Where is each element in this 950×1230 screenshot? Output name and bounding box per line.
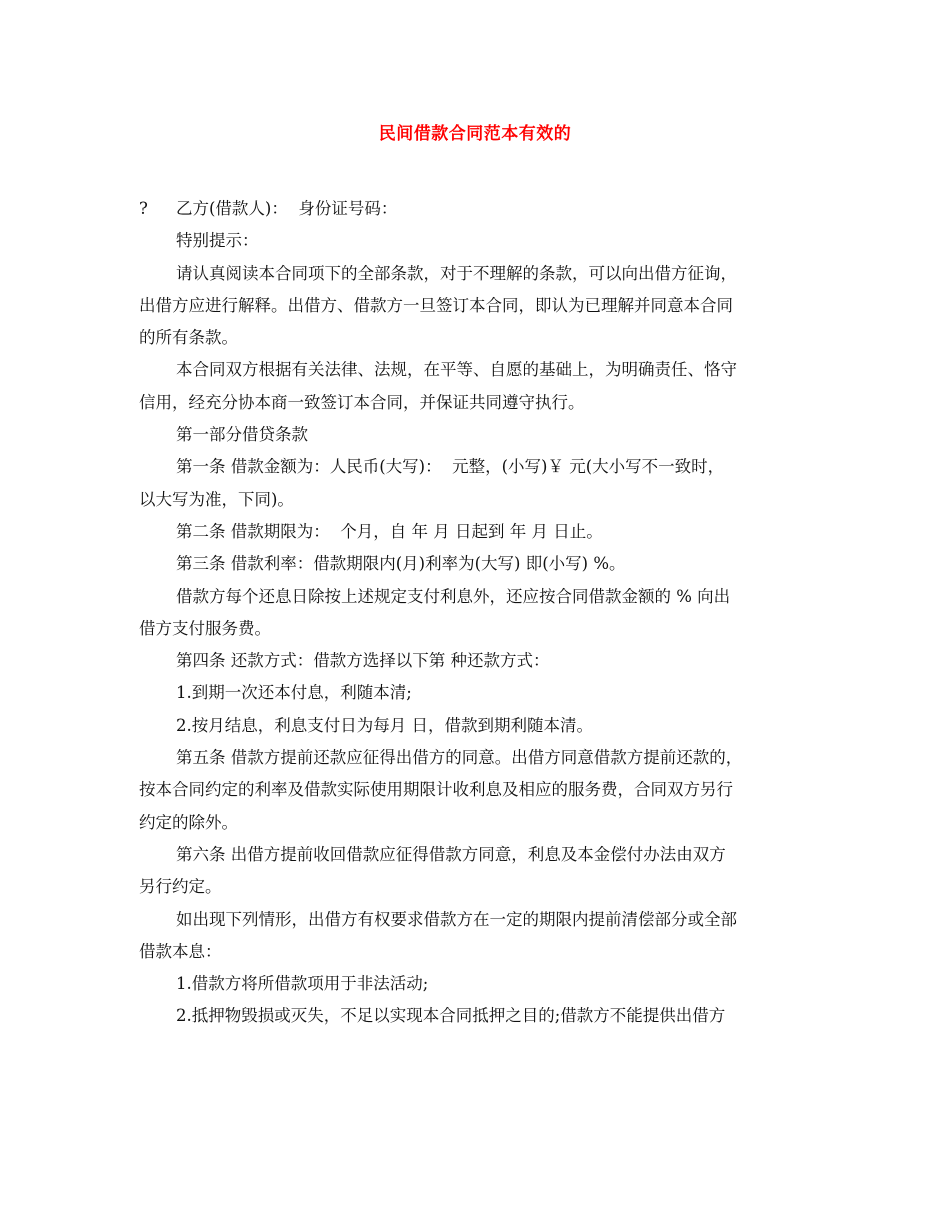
document-line [139, 387, 819, 419]
document-line [139, 290, 819, 322]
line-text: 另行约定。 [139, 877, 222, 897]
document-line [139, 1000, 819, 1032]
document-line [139, 225, 819, 257]
line-text: 借款方每个还息日除按上述规定支付利息外，还应按合同借款金额的 % 向出 [176, 586, 731, 606]
line-text: 出借方应进行解释。出借方、借款方一旦签订本合同，即认为已理解并同意本合同 [139, 295, 733, 315]
document-line [139, 710, 819, 742]
document-line [139, 677, 819, 709]
line-text: 第五条 借款方提前还款应征得出借方的同意。出借方同意借款方提前还款的， [176, 748, 743, 768]
document-line [139, 451, 819, 483]
line-text: 第三条 借款利率：借款期限内(月)利率为(大写) 即(小写) %。 [176, 554, 626, 574]
document-line [139, 548, 819, 580]
document-line [139, 354, 819, 386]
line-text: 1.借款方将所借款项用于非法活动; [176, 974, 429, 994]
line-text: 2.按月结息，利息支付日为每月 日，借款到期利随本清。 [176, 715, 593, 735]
document-line [139, 419, 819, 451]
document-line [139, 484, 819, 516]
document-line [139, 516, 819, 548]
document-line [139, 904, 819, 936]
line-text: 以大写为准，下同)。 [139, 489, 294, 509]
document-title: 民间借款合同范本有效的 [378, 124, 572, 144]
line-text: 第四条 还款方式：借款方选择以下第 种还款方式： [176, 651, 550, 671]
line-text: 乙方(借款人)： 身份证号码： [176, 199, 398, 218]
line-text: 借款本息： [139, 941, 222, 961]
line-text: 第一条 借款金额为：人民币(大写)： 元整，(小写)￥ 元(大小写不一致时， [176, 457, 725, 477]
line-text: 2.抵押物毁损或灭失，不足以实现本合同抵押之目的;借款方不能提供出借方 [176, 1006, 726, 1026]
line-text: 请认真阅读本合同项下的全部条款，对于不理解的条款，可以向出借方征询， [176, 263, 737, 283]
document-line [139, 613, 819, 645]
document-line [139, 807, 819, 839]
document-body [139, 193, 819, 1033]
line-text: 约定的除外。 [139, 812, 238, 832]
document-line [139, 968, 819, 1000]
document-line [139, 193, 819, 225]
line-text: 1.到期一次还本付息，利随本清; [176, 683, 412, 703]
document-line [139, 258, 819, 290]
document-line [139, 936, 819, 968]
line-text: 第六条 出借方提前收回借款应征得借款方同意，利息及本金偿付办法由双方 [176, 844, 726, 864]
line-text: 第一部分借贷条款 [176, 425, 308, 445]
line-text: 按本合同约定的利率及借款实际使用期限计收利息及相应的服务费，合同双方另行 [139, 780, 733, 800]
line-text: 如出现下列情形，出借方有权要求借款方在一定的期限内提前清偿部分或全部 [176, 909, 737, 929]
document-line [139, 742, 819, 774]
document-line [139, 871, 819, 903]
line-text: 第二条 借款期限为： 个月，自 年 月 日起到 年 月 日止。 [176, 521, 603, 541]
line-prefix: ? [139, 199, 148, 218]
line-text: 特别提示： [176, 231, 259, 251]
document-line [139, 774, 819, 806]
line-text: 的所有条款。 [139, 328, 238, 348]
line-text: 信用，经充分协本商一致签订本合同，并保证共同遵守执行。 [139, 392, 585, 412]
line-text: 本合同双方根据有关法律、法规，在平等、自愿的基础上，为明确责任、恪守 [176, 360, 737, 380]
line-text: 借方支付服务费。 [139, 618, 271, 638]
document-line [139, 322, 819, 354]
document-line [139, 581, 819, 613]
document-line [139, 839, 819, 871]
document-line [139, 645, 819, 677]
